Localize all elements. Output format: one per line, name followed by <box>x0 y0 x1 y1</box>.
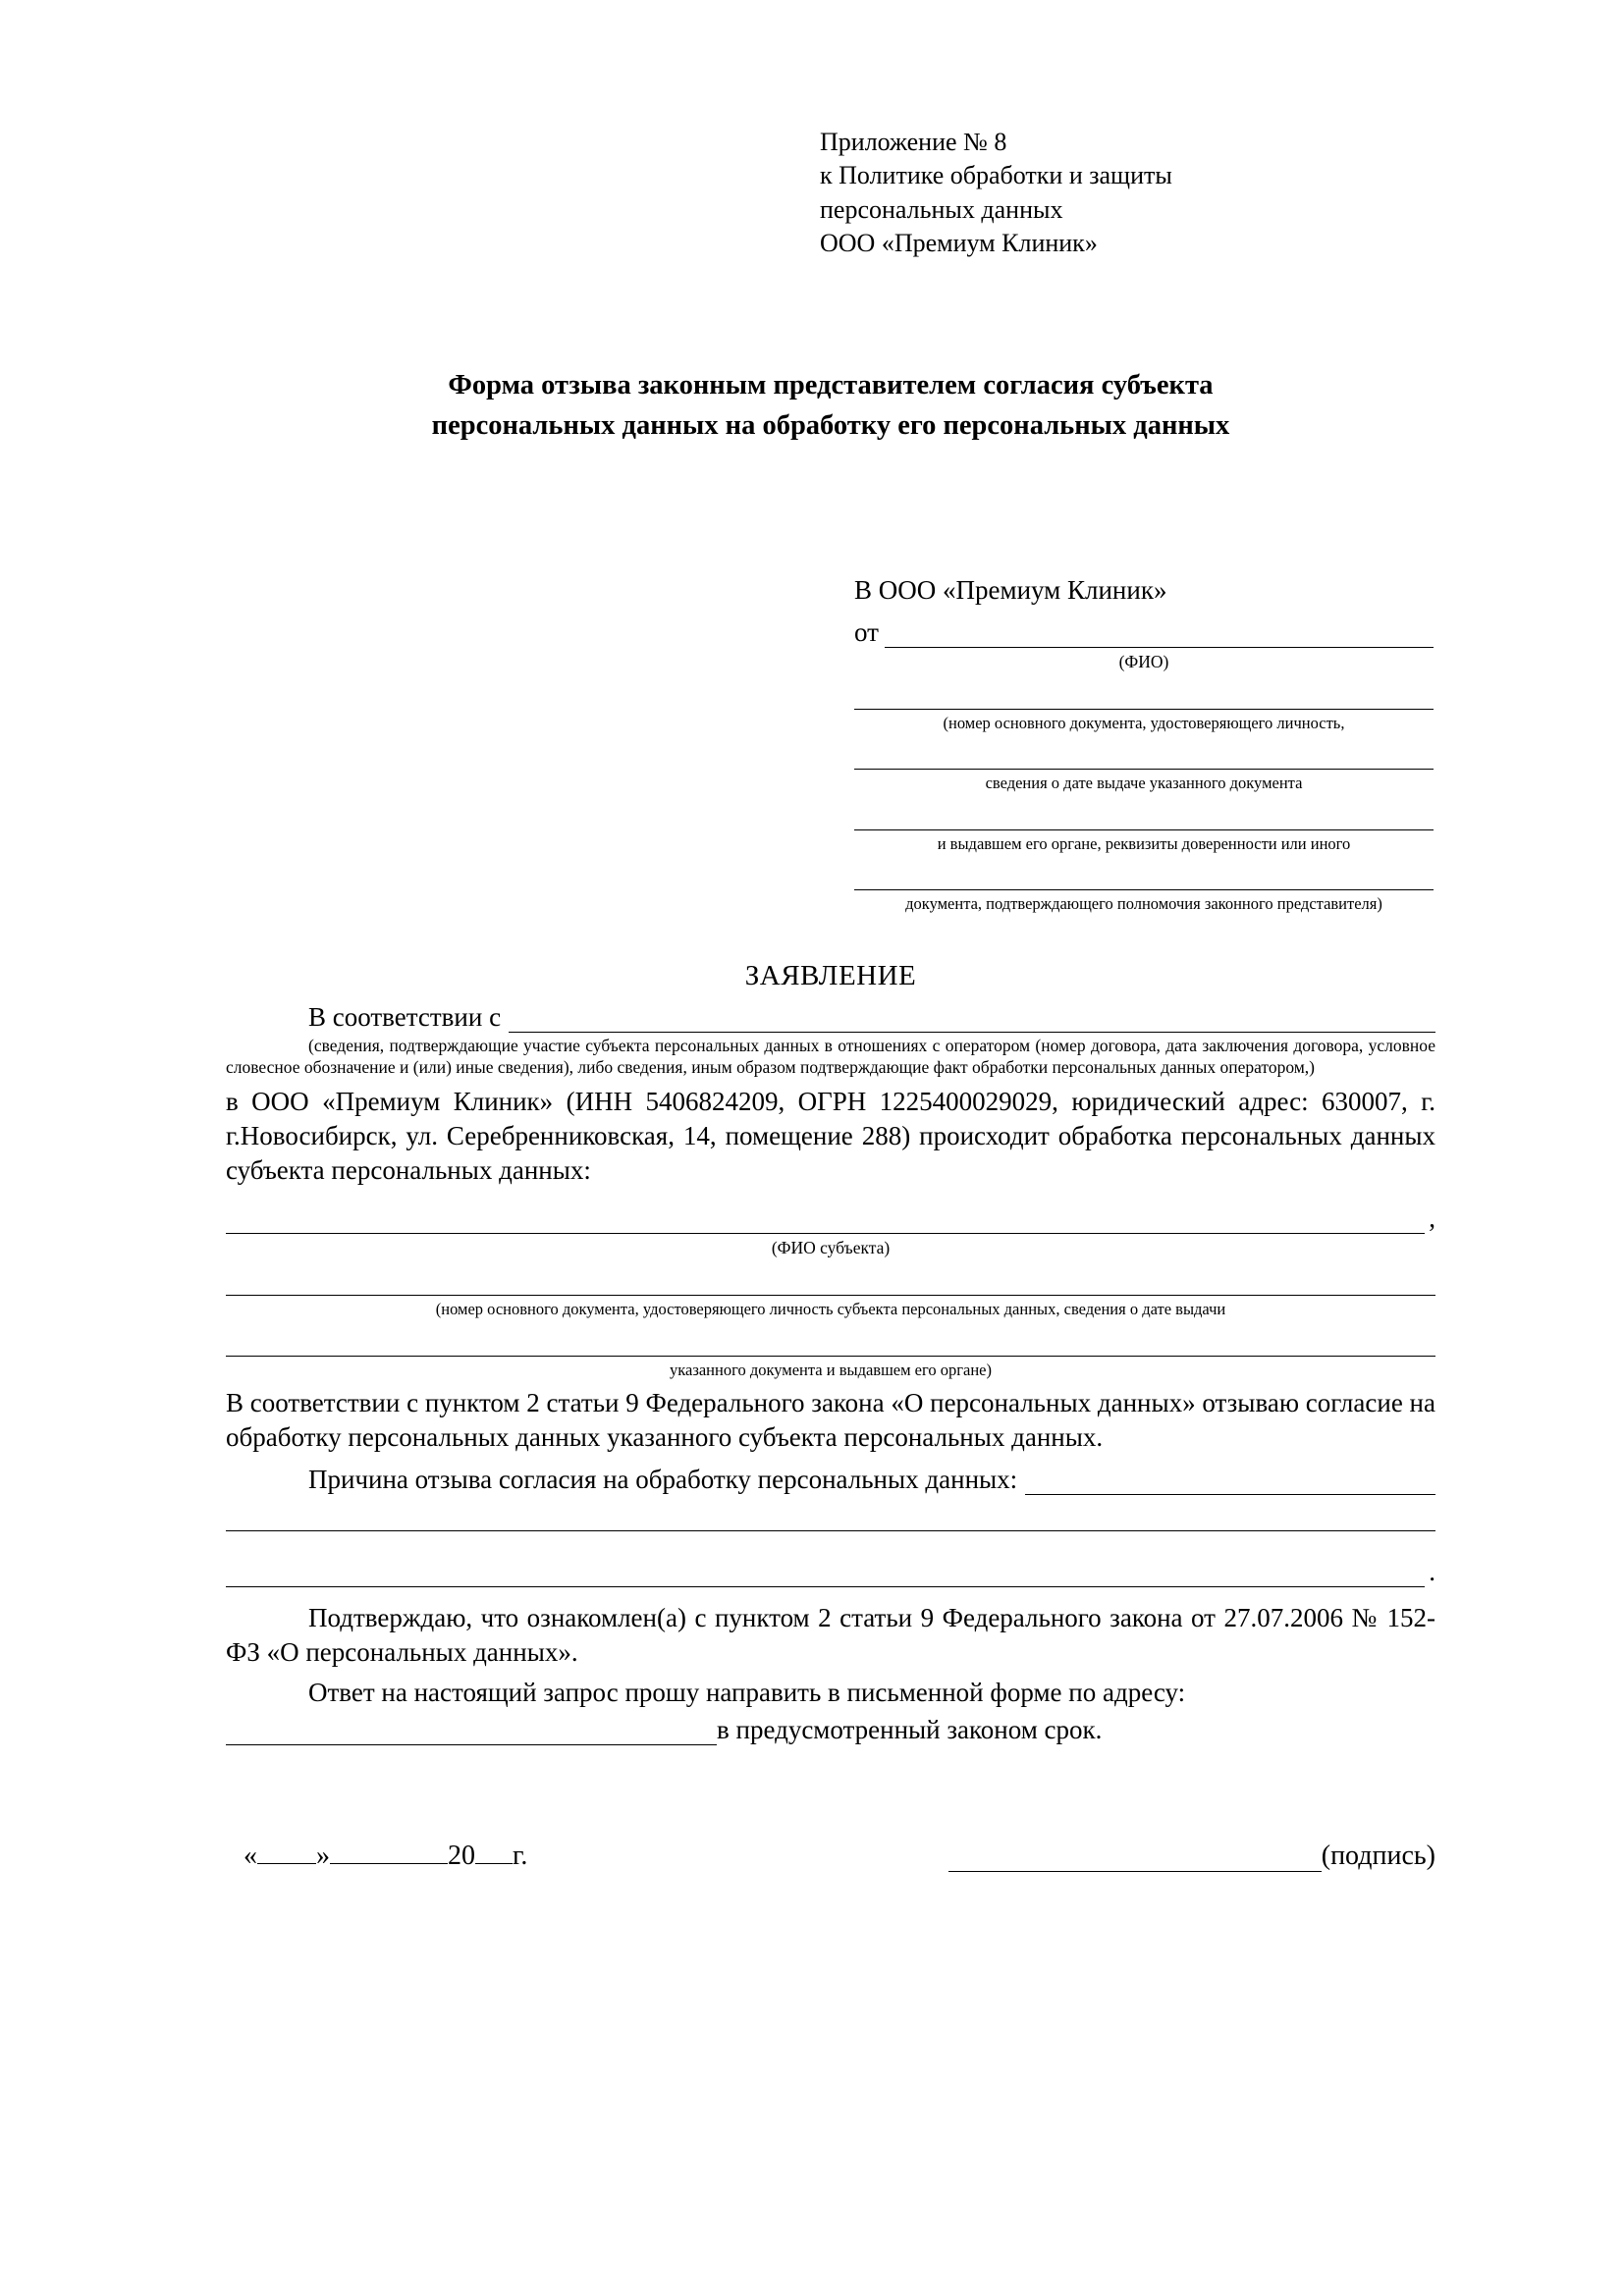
subject-doc-caption-2: указанного документа и выдавшем его органе) <box>670 1360 992 1379</box>
from-doc-line-3[interactable] <box>854 804 1434 830</box>
page-title-line-1: Форма отзыва законным представителем согласия субъекта <box>448 370 1214 401</box>
subject-fio-row <box>226 1203 1435 1234</box>
page-title <box>226 366 1435 446</box>
reason-row <box>226 1465 1435 1495</box>
subject-doc-line-2[interactable] <box>226 1330 1435 1357</box>
from-doc-caption-1: (номер основного документа, удостоверяющего личность, <box>943 713 1345 732</box>
intro-label: В соответствии с <box>308 1001 502 1032</box>
reason-input-line-2[interactable] <box>226 1505 1435 1531</box>
intro-input-line[interactable] <box>509 1006 1435 1033</box>
subject-fio-comma: , <box>1429 1203 1435 1234</box>
confirm-paragraph: Подтверждаю, что ознакомлен(а) с пунктом 2 статьи 9 Федерального закона от 27.07.2006 № 152-ФЗ «О персональных данных». <box>226 1603 1435 1668</box>
answer-address-tail: в предусмотренный законом срок. <box>717 1714 1103 1744</box>
reason-row-3 <box>226 1557 1435 1587</box>
subject-doc-line-1[interactable] <box>226 1269 1435 1296</box>
date-day-blank[interactable] <box>257 1840 316 1864</box>
answer-address-row <box>226 1715 1435 1745</box>
appendix-organization: ООО «Премиум Клиник» <box>820 228 1098 257</box>
subject-fio-input-line[interactable] <box>226 1207 1425 1234</box>
date-year: 20 <box>448 1840 475 1871</box>
intro-row <box>226 1002 1435 1033</box>
from-label: от <box>854 617 879 648</box>
date-year-blank[interactable] <box>475 1840 513 1864</box>
answer-paragraph: Ответ на настоящий запрос прошу направить в письменной форме по адресу: <box>308 1678 1186 1708</box>
intro-note: (сведения, подтверждающие участие субъекта персональных данных в отношениях с оператором (номер договора, дата заключения договора, условное словесное обозначение и (или) иные сведения), либо сведения, иным образом подтверждающие факт обработки персональных данных оператором,) <box>226 1035 1435 1078</box>
signature-input-line[interactable] <box>948 1847 1322 1872</box>
signature-row <box>226 1840 1435 1872</box>
appendix-policy-line-2: персональных данных <box>820 194 1063 224</box>
from-doc-caption-3: и выдавшем его органе, реквизиты доверенности или иного <box>937 833 1351 853</box>
reason-end-dot: . <box>1429 1557 1435 1587</box>
from-fio-input-line[interactable] <box>885 621 1434 648</box>
appendix-header <box>820 126 1435 260</box>
from-fio-caption: (ФИО) <box>1118 652 1169 672</box>
from-doc-caption-4: документа, подтверждающего полномочия законного представителя) <box>905 894 1382 914</box>
date-field[interactable] <box>226 1840 527 1872</box>
reason-input-line-1[interactable] <box>1025 1468 1435 1495</box>
signature-field <box>948 1841 1435 1872</box>
addressee-block <box>854 575 1434 915</box>
date-quote-close: » <box>316 1840 330 1871</box>
subject-fio-caption: (ФИО субъекта) <box>771 1238 891 1258</box>
appendix-policy-line-1: к Политике обработки и защиты <box>820 161 1172 190</box>
from-doc-caption-2: сведения о дате выдаче указанного документа <box>985 774 1303 793</box>
date-month-blank[interactable] <box>330 1840 448 1864</box>
operator-paragraph: в ООО «Премиум Клиник» (ИНН 5406824209, ОГРН 1225400029029, юридический адрес: 630007, г. г.Новосибирск, ул. Серебренниковская, 14, помещение 288) происходит обработка персональных данных субъекта персональных данных: <box>226 1087 1435 1186</box>
document-content <box>226 126 1435 1872</box>
appendix-number: Приложение № 8 <box>820 128 1007 156</box>
date-suffix: г. <box>513 1840 528 1871</box>
revoke-paragraph: В соответствии с пунктом 2 статьи 9 Федерального закона «О персональных данных» отзываю согласие на обработку персональных данных указанного субъекта персональных данных. <box>226 1388 1435 1453</box>
from-doc-line-4[interactable] <box>854 864 1434 890</box>
from-doc-line-2[interactable] <box>854 743 1434 770</box>
page-title-line-2: персональных данных на обработку его персональных данных <box>431 409 1230 441</box>
from-field-row <box>854 617 1434 648</box>
reason-label: Причина отзыва согласия на обработку персональных данных: <box>308 1465 1018 1495</box>
reason-input-line-3[interactable] <box>226 1561 1425 1587</box>
addressee-organization: В ООО «Премиум Клиник» <box>854 575 1167 606</box>
subject-doc-caption-1: (номер основного документа, удостоверяющего личность субъекта персональных данных, сведения о дате выдачи <box>435 1300 1226 1319</box>
signature-caption: (подпись) <box>1321 1840 1435 1871</box>
date-quote-open: « <box>244 1840 257 1871</box>
statement-heading: ЗАЯВЛЕНИЕ <box>744 959 917 991</box>
from-doc-line-1[interactable] <box>854 683 1434 710</box>
answer-address-input-line[interactable] <box>226 1721 717 1745</box>
